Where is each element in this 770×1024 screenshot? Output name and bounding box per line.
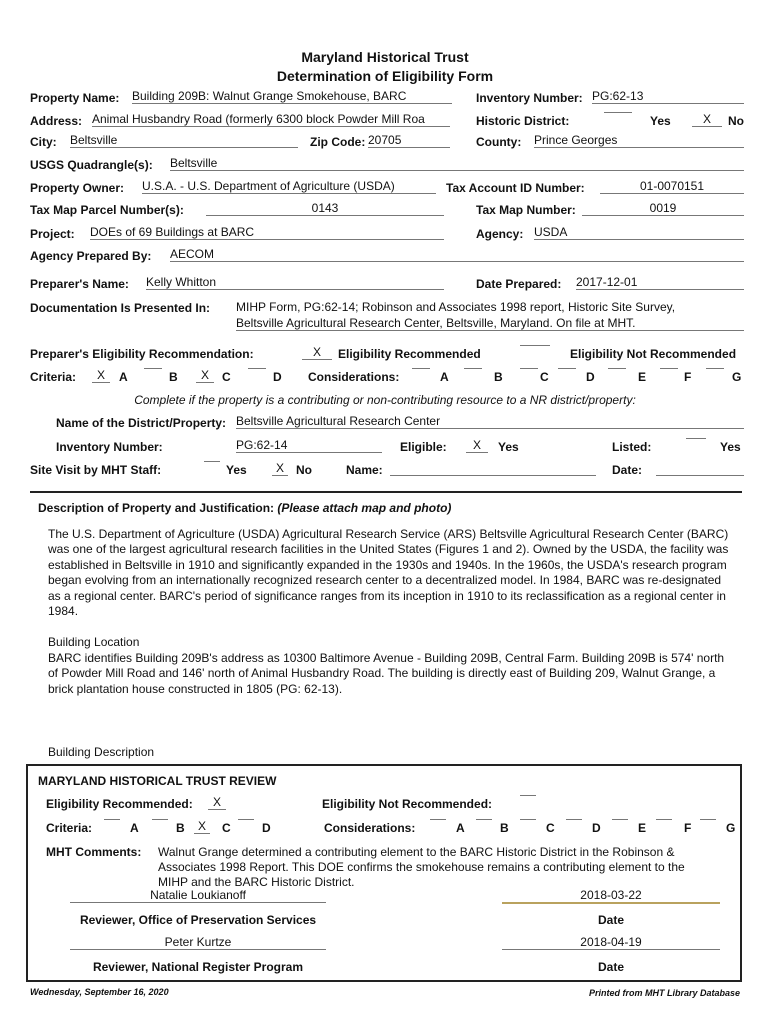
historic-no-label: No: [728, 114, 744, 128]
zip-code-label: Zip Code:: [310, 135, 366, 149]
considerations-label: Considerations:: [308, 370, 400, 384]
tax-map-label: Tax Map Number:: [476, 203, 576, 217]
consideration-f-checkbox[interactable]: [660, 368, 678, 369]
review-criteria-a-label: A: [130, 821, 139, 835]
reviewer1-date[interactable]: 2018-03-22: [502, 888, 720, 904]
preparer-name-label: Preparer's Name:: [30, 277, 129, 291]
section-divider: [30, 491, 742, 493]
address-field[interactable]: Animal Husbandry Road (formerly 6300 block Powder Mill Roa: [92, 112, 450, 127]
criteria-label: Criteria:: [30, 370, 77, 384]
district-inventory-label: Inventory Number:: [56, 440, 163, 454]
site-visit-no-checkbox[interactable]: X: [272, 461, 288, 476]
historic-district-label: Historic District:: [476, 114, 570, 128]
agency-label: Agency:: [476, 227, 524, 241]
listed-yes-checkbox[interactable]: [686, 438, 706, 439]
review-consideration-a-label: A: [456, 821, 465, 835]
tax-parcel-label: Tax Map Parcel Number(s):: [30, 203, 184, 217]
building-description-heading: Building Description: [48, 745, 155, 759]
review-consideration-g-label: G: [726, 821, 736, 835]
property-owner-label: Property Owner:: [30, 181, 125, 195]
consideration-a-label: A: [440, 370, 449, 384]
inventory-number-label: Inventory Number:: [476, 91, 583, 105]
mht-comments-line2: Associates 1998 Report. This DOE confirms the smokehouse remains a contributing element to the: [158, 860, 685, 874]
consideration-e-label: E: [638, 370, 647, 384]
review-consideration-e-checkbox[interactable]: [612, 819, 628, 820]
criteria-d-checkbox[interactable]: [248, 368, 266, 369]
historic-no-checkbox[interactable]: X: [692, 112, 722, 127]
consideration-g-label: G: [732, 370, 742, 384]
review-consideration-c-checkbox[interactable]: [520, 819, 536, 820]
project-label: Project:: [30, 227, 75, 241]
listed-label: Listed:: [612, 440, 652, 454]
agency-prepared-label: Agency Prepared By:: [30, 249, 152, 263]
city-field[interactable]: Beltsville: [70, 133, 298, 148]
form-subtitle: Determination of Eligibility Form: [276, 68, 494, 84]
review-consideration-f-label: F: [684, 821, 692, 835]
tax-map-field[interactable]: 0019: [582, 201, 744, 216]
eligibility-recommended-checkbox[interactable]: X: [302, 345, 332, 360]
criteria-b-label: B: [169, 370, 178, 384]
consideration-c-checkbox[interactable]: [520, 368, 538, 369]
review-consideration-g-checkbox[interactable]: [700, 819, 716, 820]
consideration-b-label: B: [494, 370, 503, 384]
reviewer1-name[interactable]: Natalie Loukianoff: [70, 888, 326, 903]
description-paragraph-2-text: BARC identifies Building 209B's address as 10300 Baltimore Avenue - Building 209B, Central Farm. Building 209B is 574' north of Powder Mill Road and 146' north of Animal Husbandry Road. The building is directly east of Building 209, Walnut Grange, a brick plantation house constructed in 1805 (PG: 62-13).: [48, 651, 725, 696]
site-visit-yes-checkbox[interactable]: [204, 461, 220, 462]
review-considerations-label: Considerations:: [324, 821, 416, 835]
criteria-b-checkbox[interactable]: [144, 368, 162, 369]
review-consideration-d-label: D: [592, 821, 601, 835]
reviewer1-date-label: Date: [597, 913, 624, 927]
district-inventory-field[interactable]: PG:62-14: [236, 438, 382, 453]
review-criteria-d-label: D: [262, 821, 271, 835]
project-field[interactable]: DOEs of 69 Buildings at BARC: [90, 225, 444, 240]
historic-yes-label: Yes: [650, 114, 671, 128]
description-paragraph-1: [48, 527, 730, 619]
tax-account-label: Tax Account ID Number:: [446, 181, 585, 195]
criteria-d-label: D: [273, 370, 282, 384]
preparer-recommendation-label: Preparer's Eligibility Recommendation:: [30, 347, 254, 361]
historic-yes-checkbox[interactable]: [604, 112, 632, 113]
review-criteria-d-checkbox[interactable]: [238, 819, 254, 820]
criteria-a-label: A: [119, 370, 128, 384]
visit-date-field[interactable]: [656, 461, 744, 476]
review-eligibility-label: Eligibility Recommended:: [46, 797, 193, 811]
site-visit-label: Site Visit by MHT Staff:: [30, 463, 162, 477]
documentation-text-line2: Beltsville Agricultural Research Center, Beltsville, Maryland. On file at MHT.: [236, 316, 744, 331]
visit-name-field[interactable]: [390, 461, 596, 476]
eligibility-not-recommended-label: Eligibility Not Recommended: [570, 347, 737, 361]
listed-yes-label: Yes: [720, 440, 741, 454]
eligibility-recommended-label: Eligibility Recommended: [338, 347, 481, 361]
property-name-field[interactable]: Building 209B: Walnut Grange Smokehouse, BARC: [132, 89, 452, 104]
description-heading: [38, 501, 451, 515]
reviewer2-role: Reviewer, National Register Program: [92, 960, 304, 974]
review-consideration-e-label: E: [638, 821, 647, 835]
reviewer2-date[interactable]: 2018-04-19: [502, 935, 720, 950]
review-title: MARYLAND HISTORICAL TRUST REVIEW: [38, 774, 277, 788]
review-consideration-a-checkbox[interactable]: [430, 819, 446, 820]
form-title: Maryland Historical Trust: [301, 49, 469, 65]
footer-printed: Printed from MHT Library Database: [588, 988, 740, 998]
site-visit-yes-label: Yes: [226, 463, 247, 477]
district-name-label: Name of the District/Property:: [56, 416, 227, 430]
review-criteria-b-checkbox[interactable]: [152, 819, 168, 820]
review-consideration-d-checkbox[interactable]: [566, 819, 582, 820]
mht-comments-label: MHT Comments:: [46, 845, 142, 859]
county-field[interactable]: Prince Georges: [534, 133, 744, 148]
documentation-label: Documentation Is Presented In:: [30, 301, 211, 315]
criteria-c-checkbox[interactable]: X: [196, 368, 214, 383]
description-paragraph-1-text: The U.S. Department of Agriculture (USDA) Agricultural Research Service (ARS) Beltsville Agricultural Research Center (BARC) was one of the largest agricultural research facilities in the United States (Figures 1 and 2). Owned by the USDA, the facility was established in Beltsville in 1910 and significantly expanded in the 1930s and 1940s. In the 1960s, the USDA's research program began evolving from an internationally recognized research center to a decentralized model. In 1984, BARC was re-designated as a regional center. BARC's period of significance ranges from its inception in 1910 to its reclassification as a regional center in 1984.: [48, 527, 729, 619]
site-visit-no-label: No: [296, 463, 312, 477]
zip-code-field[interactable]: 20705: [368, 133, 450, 148]
agency-prepared-field[interactable]: AECOM: [170, 247, 744, 262]
eligible-yes-checkbox[interactable]: X: [466, 438, 488, 453]
review-consideration-b-checkbox[interactable]: [476, 819, 492, 820]
building-location-heading: Building Location: [48, 635, 140, 649]
review-criteria-c-checkbox[interactable]: X: [194, 819, 210, 834]
address-label: Address:: [30, 114, 83, 128]
review-eligibility-checkbox[interactable]: X: [208, 795, 226, 810]
eligible-yes-label: Yes: [498, 440, 519, 454]
reviewer2-date-label: Date: [597, 960, 624, 974]
tax-account-field[interactable]: 01-0070151: [600, 179, 744, 194]
usgs-quadrangle-field[interactable]: Beltsville: [170, 156, 744, 171]
review-criteria-label: Criteria:: [46, 821, 93, 835]
visit-name-label: Name:: [346, 463, 383, 477]
review-consideration-f-checkbox[interactable]: [656, 819, 672, 820]
criteria-c-label: C: [222, 370, 231, 384]
review-not-eligibility-label: Eligibility Not Recommended:: [322, 797, 493, 811]
mht-comments-line3: MIHP and the BARC Historic District.: [158, 875, 355, 889]
date-prepared-field[interactable]: 2017-12-01: [576, 275, 744, 290]
district-name-field[interactable]: Beltsville Agricultural Research Center: [236, 414, 744, 429]
property-owner-field[interactable]: U.S.A. - U.S. Department of Agriculture (USDA): [142, 179, 436, 194]
date-prepared-label: Date Prepared:: [476, 277, 562, 291]
agency-field[interactable]: USDA: [534, 225, 744, 240]
review-criteria-a-checkbox[interactable]: [104, 819, 120, 820]
consideration-c-label: C: [540, 370, 549, 384]
review-not-eligibility-checkbox[interactable]: [520, 795, 536, 796]
inventory-number-field[interactable]: PG:62-13: [592, 89, 744, 104]
footer-date: Wednesday, September 16, 2020: [30, 987, 169, 997]
consideration-a-checkbox[interactable]: [412, 368, 430, 369]
criteria-a-checkbox[interactable]: X: [92, 368, 110, 383]
review-consideration-c-label: C: [546, 821, 555, 835]
county-label: County:: [476, 135, 522, 149]
documentation-text-line1: MIHP Form, PG:62-14; Robinson and Associates 1998 report, Historic Site Survey,: [236, 300, 676, 314]
tax-parcel-field[interactable]: 0143: [206, 201, 444, 216]
eligible-label: Eligible:: [400, 440, 447, 454]
consideration-g-checkbox[interactable]: [706, 368, 724, 369]
consideration-f-label: F: [684, 370, 692, 384]
review-consideration-b-label: B: [500, 821, 509, 835]
complete-instruction: Complete if the property is a contributing or non-contributing resource to a NR district/property:: [134, 393, 636, 407]
usgs-quadrangle-label: USGS Quadrangle(s):: [30, 158, 153, 172]
visit-date-label: Date:: [612, 463, 643, 477]
reviewer2-name[interactable]: Peter Kurtze: [70, 935, 326, 950]
reviewer1-role: Reviewer, Office of Preservation Services: [79, 913, 317, 927]
description-paragraph-2: [48, 651, 730, 697]
consideration-d-label: D: [586, 370, 595, 384]
description-heading-text: Description of Property and Justification:: [38, 501, 275, 515]
preparer-name-field[interactable]: Kelly Whitton: [146, 275, 444, 290]
mht-comments-line1: Walnut Grange determined a contributing element to the BARC Historic District in the Robinson &: [158, 845, 675, 859]
consideration-e-checkbox[interactable]: [608, 368, 626, 369]
eligibility-not-recommended-checkbox[interactable]: [520, 345, 550, 346]
city-label: City:: [30, 135, 57, 149]
property-name-label: Property Name:: [30, 91, 120, 105]
review-criteria-b-label: B: [176, 821, 185, 835]
review-criteria-c-label: C: [222, 821, 231, 835]
consideration-d-checkbox[interactable]: [558, 368, 576, 369]
description-heading-note: (Please attach map and photo): [277, 501, 452, 515]
consideration-b-checkbox[interactable]: [464, 368, 482, 369]
